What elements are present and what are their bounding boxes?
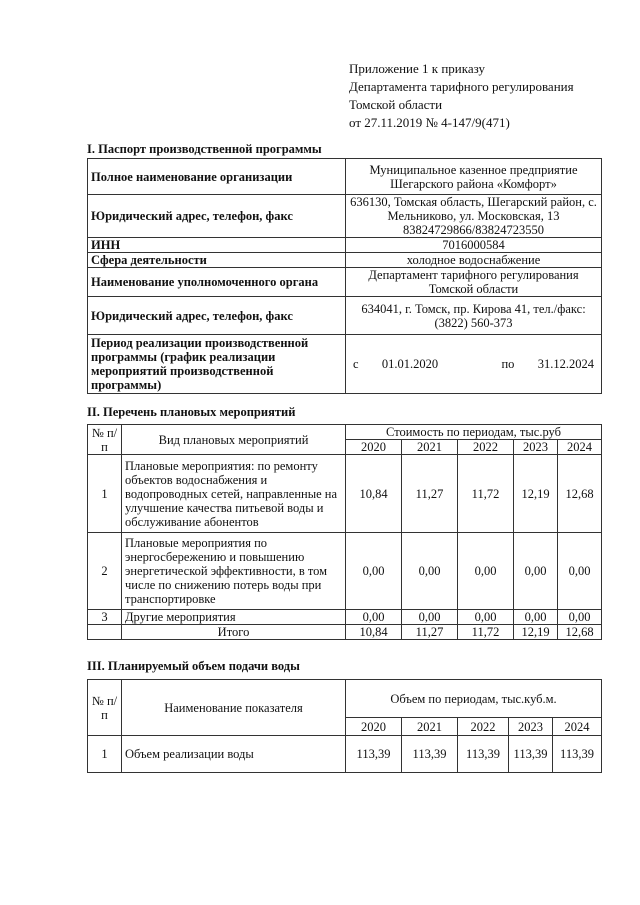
row-name: Плановые мероприятия: по ремонту объектов водоснабжения и водопроводных сетей, направленные на улучшение качества питьевой воды и обслуживание абонентов — [122, 455, 346, 533]
year-header: 2021 — [402, 718, 458, 736]
total-row — [88, 625, 602, 640]
row-name: Другие мероприятия — [122, 610, 346, 625]
header-line: Департамента тарифного регулирования — [349, 79, 574, 94]
row-value: 7016000584 — [346, 238, 602, 253]
col-cost-header: Стоимость по периодам, тыс.руб — [346, 425, 602, 440]
row-num: 1 — [88, 455, 122, 533]
col-volume-header: Объем по периодам, тыс.куб.м. — [346, 680, 602, 718]
cell-value: 113,39 — [509, 736, 553, 773]
table-row — [88, 455, 602, 533]
table-row — [88, 159, 602, 195]
row-num: 2 — [88, 533, 122, 610]
table-row — [88, 533, 602, 610]
year-header: 2022 — [458, 440, 514, 455]
water-volume-table — [87, 679, 602, 773]
row-value: 636130, Томская область, Шегарский район, с. Мельниково, ул. Московская, 13 83824729866/83824723550 — [346, 195, 602, 238]
period-from: 01.01.2020 — [381, 357, 439, 371]
cell-value: 11,27 — [402, 625, 458, 640]
section1-title: I. Паспорт производственной программы — [87, 142, 322, 156]
section3-title: III. Планируемый объем подачи воды — [87, 659, 300, 673]
cell-value: 0,00 — [458, 533, 514, 610]
cell-value: 0,00 — [558, 533, 602, 610]
table-row — [88, 238, 602, 253]
row-name: Плановые мероприятия по энергосбережению и повышению энергетической эффективности, в том числе по снижению потерь воды при транспортировке — [122, 533, 346, 610]
cell-value: 0,00 — [514, 533, 558, 610]
year-header: 2020 — [346, 718, 402, 736]
row-label: Юридический адрес, телефон, факс — [88, 297, 346, 335]
cell-value: 11,72 — [458, 625, 514, 640]
col-num-header: № п/п — [88, 680, 122, 736]
cell-value: 0,00 — [458, 610, 514, 625]
year-header: 2023 — [514, 440, 558, 455]
year-header: 2023 — [509, 718, 553, 736]
row-value: 634041, г. Томск, пр. Кирова 41, тел./факс: (3822) 560-373 — [346, 297, 602, 335]
table-row — [88, 253, 602, 268]
passport-table — [87, 158, 602, 394]
header-line: Томской области — [349, 97, 443, 112]
cell-value: 0,00 — [558, 610, 602, 625]
cell-value: 0,00 — [346, 533, 402, 610]
period-to: 31.12.2024 — [537, 357, 594, 371]
order-header — [349, 60, 574, 132]
row-num: 3 — [88, 610, 122, 625]
cell-value: 11,27 — [402, 455, 458, 533]
col-name-header: Вид плановых мероприятий — [122, 425, 346, 455]
table-row — [88, 610, 602, 625]
col-num-header: № п/п — [88, 425, 122, 455]
row-label: Наименование уполномоченного органа — [88, 268, 346, 297]
col-name-header: Наименование показателя — [122, 680, 346, 736]
cell-value: 113,39 — [402, 736, 458, 773]
row-label: Юридический адрес, телефон, факс — [88, 195, 346, 238]
row-value: Муниципальное казенное предприятие Шегарского района «Комфорт» — [346, 159, 602, 195]
cell-value: 10,84 — [346, 455, 402, 533]
year-header: 2024 — [553, 718, 602, 736]
measures-table — [87, 424, 602, 640]
cell-value: 0,00 — [402, 533, 458, 610]
cell-value: 113,39 — [458, 736, 509, 773]
cell-value: 12,19 — [514, 625, 558, 640]
cell-value: 12,68 — [558, 455, 602, 533]
cell-value: 0,00 — [402, 610, 458, 625]
period-value — [346, 335, 602, 394]
total-label: Итого — [122, 625, 346, 640]
section2-title: II. Перечень плановых мероприятий — [87, 405, 296, 419]
cell-value: 0,00 — [514, 610, 558, 625]
cell-value: 12,68 — [558, 625, 602, 640]
year-header: 2024 — [558, 440, 602, 455]
row-value: Департамент тарифного регулирования Томской области — [346, 268, 602, 297]
row-num: 1 — [88, 736, 122, 773]
cell-value: 10,84 — [346, 625, 402, 640]
cell-value: 11,72 — [458, 455, 514, 533]
table-row — [88, 297, 602, 335]
cell-value: 113,39 — [346, 736, 402, 773]
row-label: Период реализации производственной программы (график реализации мероприятий производственной программы) — [88, 335, 346, 394]
year-header: 2020 — [346, 440, 402, 455]
cell-value: 12,19 — [514, 455, 558, 533]
cell-value: 113,39 — [553, 736, 602, 773]
row-name: Объем реализации воды — [122, 736, 346, 773]
row-label: Сфера деятельности — [88, 253, 346, 268]
table-row — [88, 195, 602, 238]
table-row — [88, 268, 602, 297]
row-value: холодное водоснабжение — [346, 253, 602, 268]
year-header: 2021 — [402, 440, 458, 455]
from-word: с — [353, 357, 359, 371]
table-row — [88, 736, 602, 773]
header-line: от 27.11.2019 № 4-147/9(471) — [349, 115, 510, 130]
to-word: по — [501, 357, 515, 371]
cell-value: 0,00 — [346, 610, 402, 625]
header-line: Приложение 1 к приказу — [349, 61, 486, 76]
row-label: ИНН — [88, 238, 346, 253]
year-header: 2022 — [458, 718, 509, 736]
table-row — [88, 335, 602, 394]
row-label: Полное наименование организации — [88, 159, 346, 195]
